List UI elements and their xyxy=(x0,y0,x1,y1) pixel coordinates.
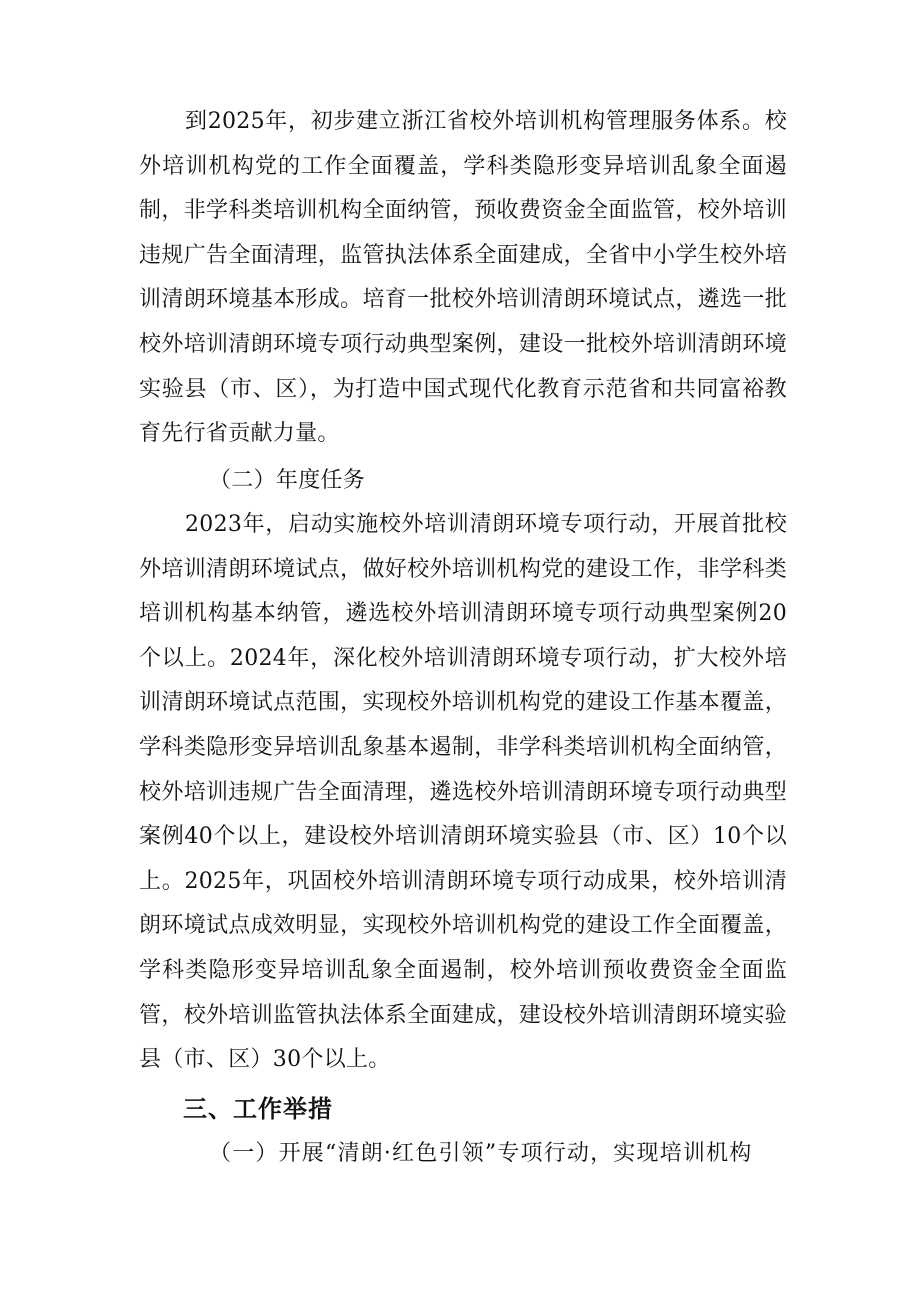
paragraph-annual-tasks-text: 2023年，启动实施校外培训清朗环境专项行动，开展首批校外培训清朗环境试点，做好校外培训机构党的建设工作，非学科类培训机构基本纳管，遴选校外培训清朗环境专项行动典型案例20个以上。2024年，深化校外培训清朗环境专项行动，扩大校外培训清朗环境试点范围，实现校外培训机构党的建设工作基本覆盖，学科类隐形变异培训乱象基本遏制，非学科类培训机构全面纳管，校外培训违规广告全面清理，遴选校外培训清朗环境专项行动典型案例40个以上，建设校外培训清朗环境实验县（市、区）10个以上。2025年，巩固校外培训清朗环境专项行动成果，校外培训清朗环境试点成效明显，实现校外培训机构党的建设工作全面覆盖，学科类隐形变异培训乱象全面遏制，校外培训预收费资金全面监管，校外培训监管执法体系全面建成，建设校外培训清朗环境实验县（市、区）30个以上。 xyxy=(139,512,787,1073)
paragraph-2025-goal xyxy=(139,100,787,457)
paragraph-2025-goal-text: 到2025年，初步建立浙江省校外培训机构管理服务体系。校外培训机构党的工作全面覆盖，学科类隐形变异培训乱象全面遏制，非学科类培训机构全面纳管，预收费资金全面监管，校外培训违规广告全面清理，监管执法体系全面建成，全省中小学生校外培训清朗环境基本形成。培育一批校外培训清朗环境试点，遴选一批校外培训清朗环境专项行动典型案例，建设一批校外培训清朗环境实验县（市、区），为打造中国式现代化教育示范省和共同富裕教育先行省贡献力量。 xyxy=(139,109,787,447)
section-heading-measures xyxy=(139,1087,787,1132)
section-heading-measures-text: 三、工作举措 xyxy=(183,1095,333,1123)
subheading-annual-tasks xyxy=(139,459,787,504)
item-heading-red-guidance-text: （一）开展“清朗·红色引领”专项行动，实现培训机构 xyxy=(209,1141,753,1166)
subheading-annual-tasks-text: （二）年度任务 xyxy=(209,468,366,493)
item-heading-red-guidance xyxy=(139,1132,787,1177)
paragraph-annual-tasks xyxy=(139,503,787,1083)
